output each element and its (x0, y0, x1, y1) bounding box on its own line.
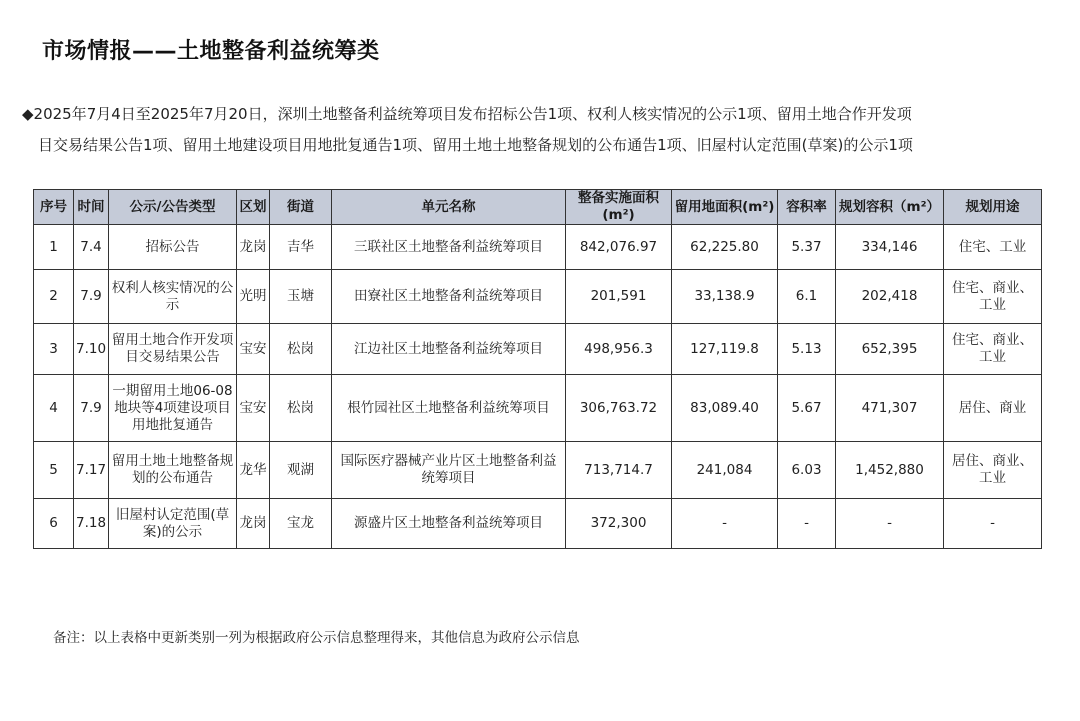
cell-implementation-area: 306,763.72 (566, 375, 672, 442)
cell-unit-name: 江边社区土地整备利益统筹项目 (332, 324, 566, 375)
cell-date: 7.10 (74, 324, 109, 375)
cell-plot-ratio: 5.13 (778, 324, 836, 375)
table-header-row (34, 190, 1042, 225)
cell-planned-capacity: 471,307 (836, 375, 944, 442)
cell-plot-ratio: 6.03 (778, 442, 836, 499)
cell-planned-capacity: 202,418 (836, 270, 944, 324)
cell-date: 7.17 (74, 442, 109, 499)
summary-line-2: 目交易结果公告1项、留用土地建设项目用地批复通告1项、留用土地土地整备规划的公布通告1项、旧屋村认定范围(草案)的公示1项 (38, 136, 913, 154)
header-unit-name: 单元名称 (332, 190, 566, 225)
cell-date: 7.18 (74, 499, 109, 549)
cell-district: 龙岗 (237, 499, 270, 549)
cell-unit-name: 根竹园社区土地整备利益统筹项目 (332, 375, 566, 442)
cell-planned-capacity: 334,146 (836, 225, 944, 270)
header-street: 街道 (270, 190, 332, 225)
cell-reserved-area: 62,225.80 (672, 225, 778, 270)
cell-date: 7.9 (74, 375, 109, 442)
header-date: 时间 (74, 190, 109, 225)
table-row (34, 375, 1042, 442)
cell-plot-ratio: - (778, 499, 836, 549)
cell-district: 宝安 (237, 324, 270, 375)
header-reserved-area: 留用地面积(m²) (672, 190, 778, 225)
cell-reserved-area: 33,138.9 (672, 270, 778, 324)
cell-notice-type: 留用土地土地整备规划的公布通告 (109, 442, 237, 499)
header-implementation-area: 整备实施面积(m²) (566, 190, 672, 225)
cell-implementation-area: 498,956.3 (566, 324, 672, 375)
table-row (34, 324, 1042, 375)
cell-index: 6 (34, 499, 74, 549)
cell-notice-type: 招标公告 (109, 225, 237, 270)
cell-planned-use: 住宅、商业、工业 (944, 324, 1042, 375)
cell-reserved-area: - (672, 499, 778, 549)
table-row (34, 499, 1042, 549)
cell-implementation-area: 372,300 (566, 499, 672, 549)
cell-plot-ratio: 5.37 (778, 225, 836, 270)
cell-planned-use: 居住、商业 (944, 375, 1042, 442)
cell-district: 宝安 (237, 375, 270, 442)
cell-implementation-area: 713,714.7 (566, 442, 672, 499)
header-plot-ratio: 容积率 (778, 190, 836, 225)
cell-planned-capacity: - (836, 499, 944, 549)
cell-date: 7.9 (74, 270, 109, 324)
summary-text (22, 99, 1052, 161)
cell-planned-use: 住宅、工业 (944, 225, 1042, 270)
footnote: 备注：以上表格中更新类别一列为根据政府公示信息整理得来，其他信息为政府公示信息 (53, 630, 580, 646)
summary-line-1: ◆2025年7月4日至2025年7月20日，深圳土地整备利益统筹项目发布招标公告1项、权利人核实情况的公示1项、留用土地合作开发项 (22, 105, 912, 123)
cell-planned-capacity: 652,395 (836, 324, 944, 375)
cell-index: 2 (34, 270, 74, 324)
cell-notice-type: 旧屋村认定范围(草案)的公示 (109, 499, 237, 549)
cell-street: 松岗 (270, 375, 332, 442)
header-planned-use: 规划用途 (944, 190, 1042, 225)
cell-district: 龙华 (237, 442, 270, 499)
cell-notice-type: 权利人核实情况的公示 (109, 270, 237, 324)
cell-implementation-area: 201,591 (566, 270, 672, 324)
project-table (33, 189, 1042, 549)
cell-index: 5 (34, 442, 74, 499)
cell-index: 1 (34, 225, 74, 270)
cell-reserved-area: 127,119.8 (672, 324, 778, 375)
cell-district: 龙岗 (237, 225, 270, 270)
header-index: 序号 (34, 190, 74, 225)
cell-index: 3 (34, 324, 74, 375)
cell-planned-use: 住宅、商业、工业 (944, 270, 1042, 324)
header-planned-capacity: 规划容积（m²） (836, 190, 944, 225)
cell-street: 观湖 (270, 442, 332, 499)
cell-planned-capacity: 1,452,880 (836, 442, 944, 499)
header-district: 区划 (237, 190, 270, 225)
page-title: 市场情报——土地整备利益统筹类 (42, 39, 380, 64)
cell-street: 宝龙 (270, 499, 332, 549)
cell-reserved-area: 83,089.40 (672, 375, 778, 442)
table-row (34, 270, 1042, 324)
cell-street: 松岗 (270, 324, 332, 375)
cell-plot-ratio: 6.1 (778, 270, 836, 324)
cell-plot-ratio: 5.67 (778, 375, 836, 442)
header-notice-type: 公示/公告类型 (109, 190, 237, 225)
cell-unit-name: 田寮社区土地整备利益统筹项目 (332, 270, 566, 324)
cell-street: 吉华 (270, 225, 332, 270)
cell-notice-type: 一期留用土地06-08地块等4项建设项目用地批复通告 (109, 375, 237, 442)
cell-notice-type: 留用土地合作开发项目交易结果公告 (109, 324, 237, 375)
cell-unit-name: 三联社区土地整备利益统筹项目 (332, 225, 566, 270)
cell-planned-use: 居住、商业、工业 (944, 442, 1042, 499)
cell-district: 光明 (237, 270, 270, 324)
table-row (34, 225, 1042, 270)
cell-implementation-area: 842,076.97 (566, 225, 672, 270)
table-row (34, 442, 1042, 499)
cell-planned-use: - (944, 499, 1042, 549)
cell-street: 玉塘 (270, 270, 332, 324)
cell-unit-name: 国际医疗器械产业片区土地整备利益统筹项目 (332, 442, 566, 499)
cell-date: 7.4 (74, 225, 109, 270)
cell-reserved-area: 241,084 (672, 442, 778, 499)
cell-unit-name: 源盛片区土地整备利益统筹项目 (332, 499, 566, 549)
cell-index: 4 (34, 375, 74, 442)
